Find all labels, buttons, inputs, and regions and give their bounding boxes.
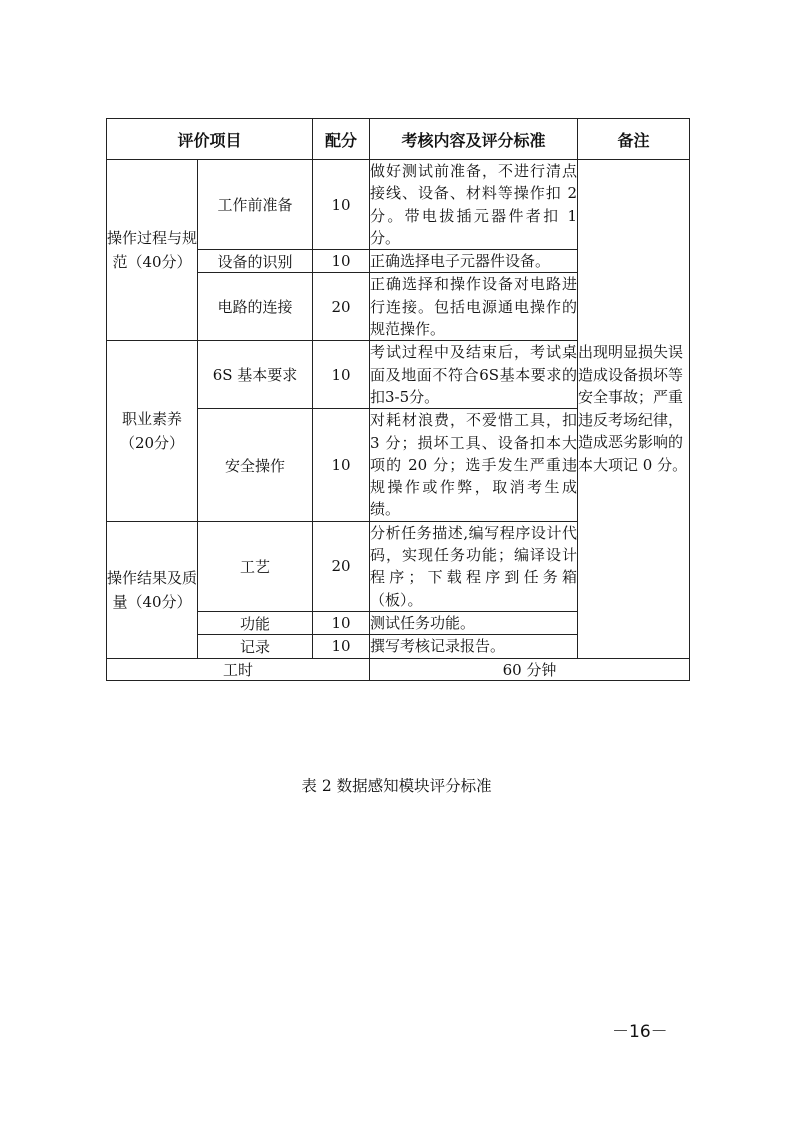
item-name: 安全操作 xyxy=(198,409,313,521)
scoring-table xyxy=(106,118,690,681)
item-score: 10 xyxy=(313,409,370,521)
table-caption: 表 2 数据感知模块评分标准 xyxy=(301,777,492,795)
header-score: 配分 xyxy=(313,119,370,160)
item-name: 电路的连接 xyxy=(198,273,313,341)
item-name: 设备的识别 xyxy=(198,250,313,273)
item-score: 20 xyxy=(313,273,370,341)
category-result: 操作结果及质量（40分） xyxy=(107,521,198,658)
item-criteria: 做好测试前准备，不进行清点接线、设备、材料等操作扣 2 分。带电拔插元器件者扣 1 分。 xyxy=(370,160,578,250)
item-score: 10 xyxy=(313,635,370,658)
work-hours-label: 工时 xyxy=(107,658,370,680)
table-row xyxy=(107,160,690,250)
header-item: 评价项目 xyxy=(107,119,313,160)
item-score: 20 xyxy=(313,521,370,611)
category-process: 操作过程与规范（40分） xyxy=(107,160,198,341)
item-score: 10 xyxy=(313,341,370,409)
header-criteria: 考核内容及评分标准 xyxy=(370,119,578,160)
table-header-row xyxy=(107,119,690,160)
remarks-cell: 出现明显损失误造成设备损坏等安全事故；严重违反考场纪律，造成恶劣影响的本大项记 0 分。 xyxy=(578,160,690,659)
header-note: 备注 xyxy=(578,119,690,160)
item-criteria: 撰写考核记录报告。 xyxy=(370,635,578,658)
item-criteria: 测试任务功能。 xyxy=(370,611,578,634)
table-footer-row xyxy=(107,658,690,680)
item-name: 工艺 xyxy=(198,521,313,611)
category-professionalism: 职业素养（20分） xyxy=(107,341,198,521)
item-name: 6S 基本要求 xyxy=(198,341,313,409)
item-name: 功能 xyxy=(198,611,313,634)
item-criteria: 正确选择和操作设备对电路进行连接。包括电源通电操作的规范操作。 xyxy=(370,273,578,341)
item-name: 工作前准备 xyxy=(198,160,313,250)
item-criteria: 考试过程中及结束后，考试桌面及地面不符合6S基本要求的扣3-5分。 xyxy=(370,341,578,409)
item-name: 记录 xyxy=(198,635,313,658)
page-number: －16－ xyxy=(612,1022,668,1042)
item-criteria: 分析任务描述,编写程序设计代码，实现任务功能；编译设计程序；下载程序到任务箱（板）。 xyxy=(370,521,578,611)
work-hours-value: 60 分钟 xyxy=(370,658,690,680)
item-score: 10 xyxy=(313,160,370,250)
item-score: 10 xyxy=(313,611,370,634)
item-criteria: 正确选择电子元器件设备。 xyxy=(370,250,578,273)
item-criteria: 对耗材浪费，不爱惜工具，扣 3 分；损坏工具、设备扣本大项的 20 分；选手发生严重违规操作或作弊，取消考生成绩。 xyxy=(370,409,578,521)
item-score: 10 xyxy=(313,250,370,273)
